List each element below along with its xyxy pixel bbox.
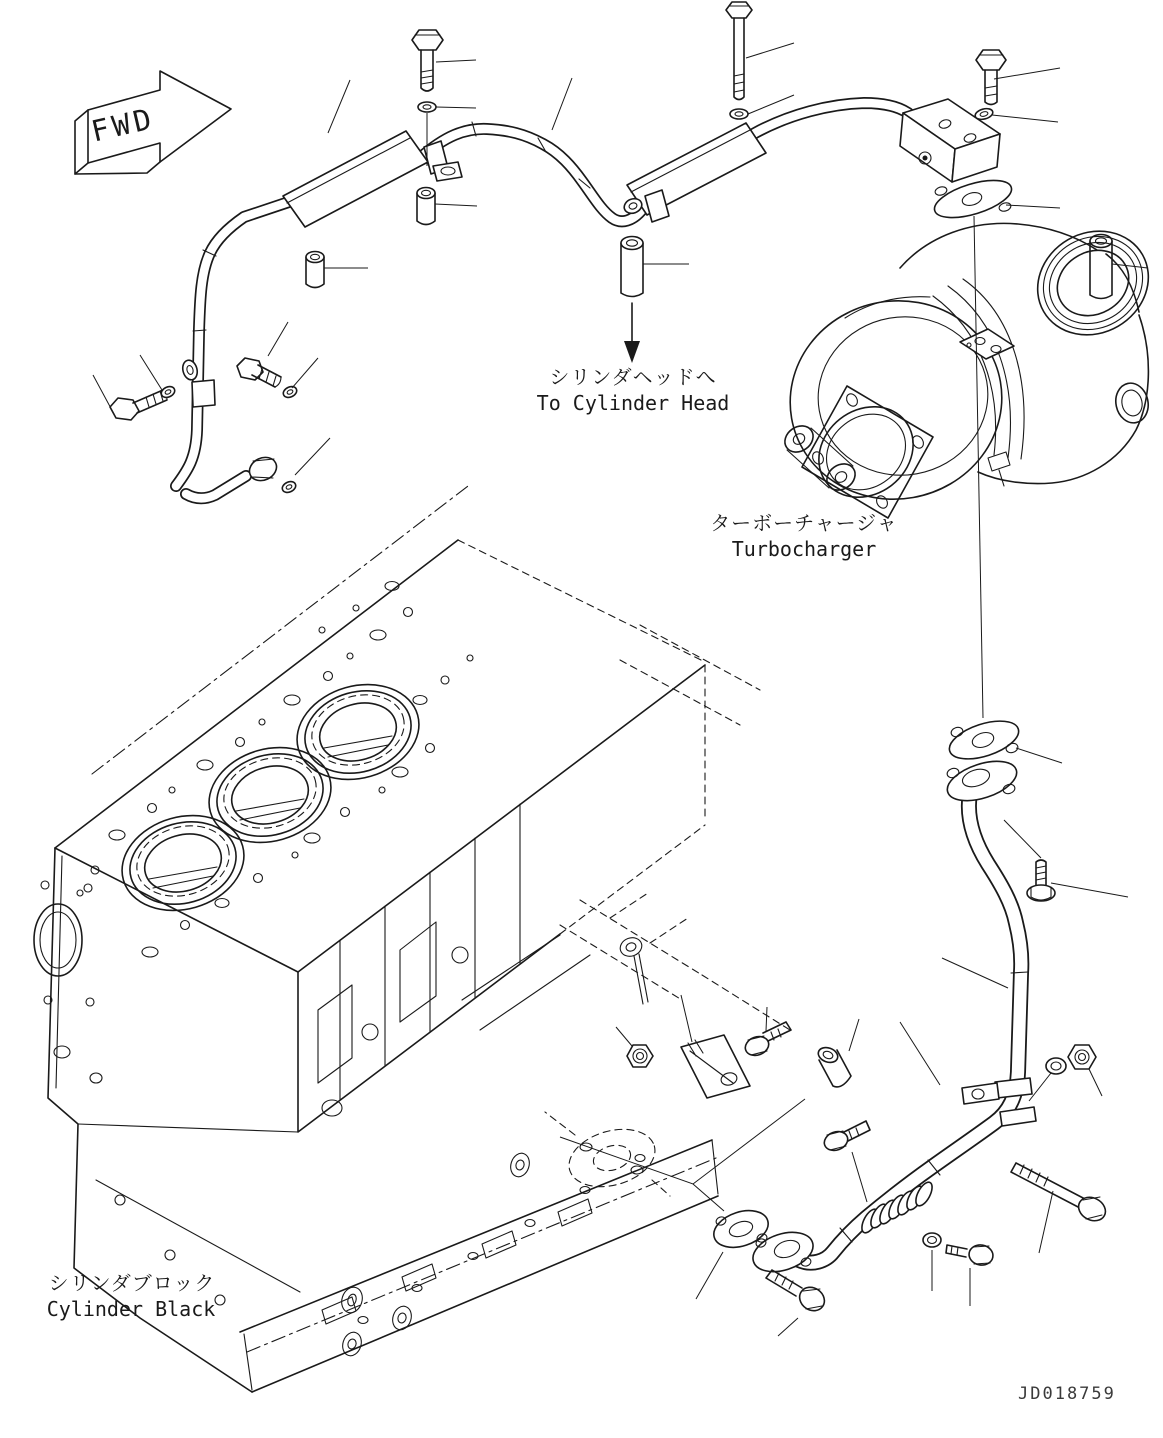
drain-boss: [562, 1120, 661, 1196]
cylinder-block-drawing: [34, 486, 790, 1392]
nut: [627, 1045, 653, 1067]
drawing-number: JD018759: [1018, 1384, 1116, 1404]
leader-lines: [93, 43, 1148, 1336]
bolt: [110, 390, 167, 420]
spacer: [417, 188, 435, 225]
oil-supply-pipe: [176, 99, 1016, 498]
turbocharger-label-ja: ターボーチャージャ: [710, 511, 898, 535]
turbocharger-label-en: Turbocharger: [731, 537, 877, 561]
bolt: [1011, 1163, 1110, 1225]
fwd-label: FWD: [88, 100, 159, 149]
spacer: [306, 252, 324, 288]
bolt: [726, 2, 752, 100]
to-cylinder-head-label-en: To Cylinder Head: [536, 391, 730, 415]
bolt: [412, 30, 443, 91]
bolt: [822, 1121, 870, 1154]
cylinder-block-label-ja: シリンダブロック: [48, 1271, 216, 1295]
drain-flange-upper: [943, 754, 1022, 809]
spacer: [621, 237, 643, 297]
drain-gasket-upper: [945, 714, 1023, 767]
bolt: [743, 1022, 791, 1059]
bracket: [681, 1035, 750, 1098]
to-cylinder-head-label-ja: シリンダヘッドへ: [549, 365, 717, 389]
down-arrow-icon: [624, 303, 640, 363]
bolt: [237, 358, 281, 387]
turbocharger-drawing: [774, 211, 1163, 518]
spacer: [816, 1045, 851, 1087]
bolt: [1027, 860, 1055, 901]
oil-drain-pipe: [627, 714, 1110, 1316]
nut: [1068, 1045, 1096, 1069]
cylinder-block-label-en: Cylinder Black: [46, 1297, 216, 1321]
bolt: [766, 1270, 829, 1315]
heat-shield-1: [283, 131, 428, 227]
bolt: [946, 1243, 995, 1267]
supply-gasket: [930, 173, 1015, 225]
